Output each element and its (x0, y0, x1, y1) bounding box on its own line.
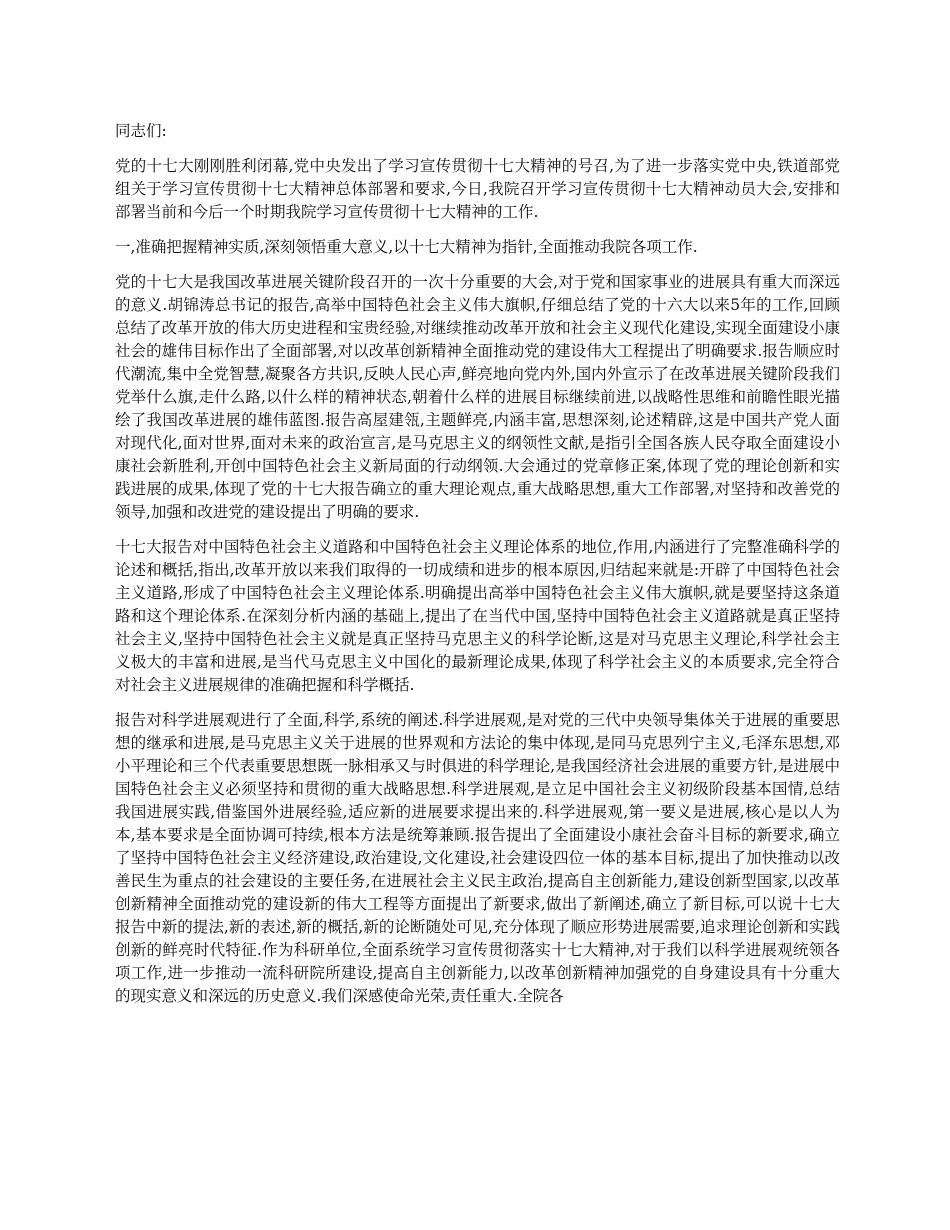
paragraph-intro: 党的十七大刚刚胜利闭幕,党中央发出了学习宣传贯彻十七大精神的号召,为了进一步落实党中央,铁道部党组关于学习宣传贯彻十七大精神总体部署和要求,今日,我院召开学习宣传贯彻十七大精神动员大会,安排和部署当前和今后一个时期我院学习宣传贯彻十七大精神的工作. (115, 157, 840, 221)
section-heading: 一,准确把握精神实质,深刻领悟重大意义,以十七大精神为指针,全面推动我院各项工作. (115, 238, 698, 256)
document-body (115, 120, 840, 1020)
paragraph-significance: 党的十七大是我国改革进展关键阶段召开的一次十分重要的大会,对于党和国家事业的进展具有重大而深远的意义.胡锦涛总书记的报告,高举中国特色社会主义伟大旗帜,仔细总结了党的十六大以来5年的工作,回顾总结了改革开放的伟大历史进程和宝贵经验,对继续推动改革开放和社会主义现代化建设,实现全面建设小康社会的雄伟目标作出了全面部署,对以改革创新精神全面推动党的建设伟大工程提出了明确要求.报告顺应时代潮流,集中全党智慧,凝聚各方共识,反映人民心声,鲜亮地向党内外,国内外宣示了在改革进展关键阶段我们党举什么旗,走什么路,以什么样的精神状态,朝着什么样的进展目标继续前进,以战略性思维和前瞻性眼光描绘了我国改革进展的雄伟蓝图.报告高屋建瓴,主题鲜亮,内涵丰富,思想深刻,论述精辟,这是中国共产党人面对现代化,面对世界,面对未来的政治宣言,是马克思主义的纲领性文献,是指引全国各族人民夺取全面建设小康社会新胜利,开创中国特色社会主义新局面的行动纲领.大会通过的党章修正案,体现了党的理论创新和实践进展的成果,体现了党的十七大报告确立的重大理论观点,重大战略思想,重大工作部署,对坚持和改善党的领导,加强和改进党的建设提出了明确的要求. (115, 273, 840, 521)
paragraph-theory-system: 十七大报告对中国特色社会主义道路和中国特色社会主义理论体系的地位,作用,内涵进行了完整准确科学的论述和概括,指出,改革开放以来我们取得的一切成绩和进步的根本原因,归结起来就是:开辟了中国特色社会主义道路,形成了中国特色社会主义理论体系.明确提出高举中国特色社会主义伟大旗帜,就是要坚持这条道路和这个理论体系.在深刻分析内涵的基础上,提出了在当代中国,坚持中国特色社会主义道路就是真正坚持社会主义,坚持中国特色社会主义就是真正坚持马克思主义的科学论断,这是对马克思主义理论,科学社会主义极大的丰富和进展,是当代马克思主义中国化的最新理论成果,体现了科学社会主义的本质要求,完全符合对社会主义进展规律的准确把握和科学概括. (115, 538, 840, 694)
salutation: 同志们: (115, 122, 167, 140)
paragraph-scientific-outlook: 报告对科学进展观进行了全面,科学,系统的阐述.科学进展观,是对党的三代中央领导集体关于进展的重要思想的继承和进展,是马克思主义关于进展的世界观和方法论的集中体现,是同马克思列宁主义,毛泽东思想,邓小平理论和三个代表重要思想既一脉相承又与时俱进的科学理论,是我国经济社会进展的重要方针,是进展中国特色社会主义必须坚持和贯彻的重大战略思想.科学进展观,是立足中国社会主义初级阶段基本国情,总结我国进展实践,借鉴国外进展经验,适应新的进展要求提出来的.科学进展观,第一要义是进展,核心是以人为本,基本要求是全面协调可持续,根本方法是统筹兼顾.报告提出了全面建设小康社会奋斗目标的新要求,确立了坚持中国特色社会主义经济建设,政治建设,文化建设,社会建设四位一体的基本目标,提出了加快推动以改善民生为重点的社会建设的主要任务,在进展社会主义民主政治,提高自主创新能力,建设创新型国家,以改革创新精神全面推动党的建设新的伟大工程等方面提出了新要求,做出了新阐述,确立了新目标,可以说十七大报告中新的提法,新的表述,新的概括,新的论断随处可见,充分体现了顺应形势进展需要,追求理论创新和实践创新的鲜亮时代特征.作为科研单位,全面系统学习宣传贯彻落实十七大精神,对于我们以科学进展观统领各项工作,进一步推动一流科研院所建设,提高自主创新能力,以改革创新精神加强党的自身建设具有十分重大的现实意义和深远的历史意义.我们深感使命光荣,责任重大.全院各 (115, 711, 840, 1005)
